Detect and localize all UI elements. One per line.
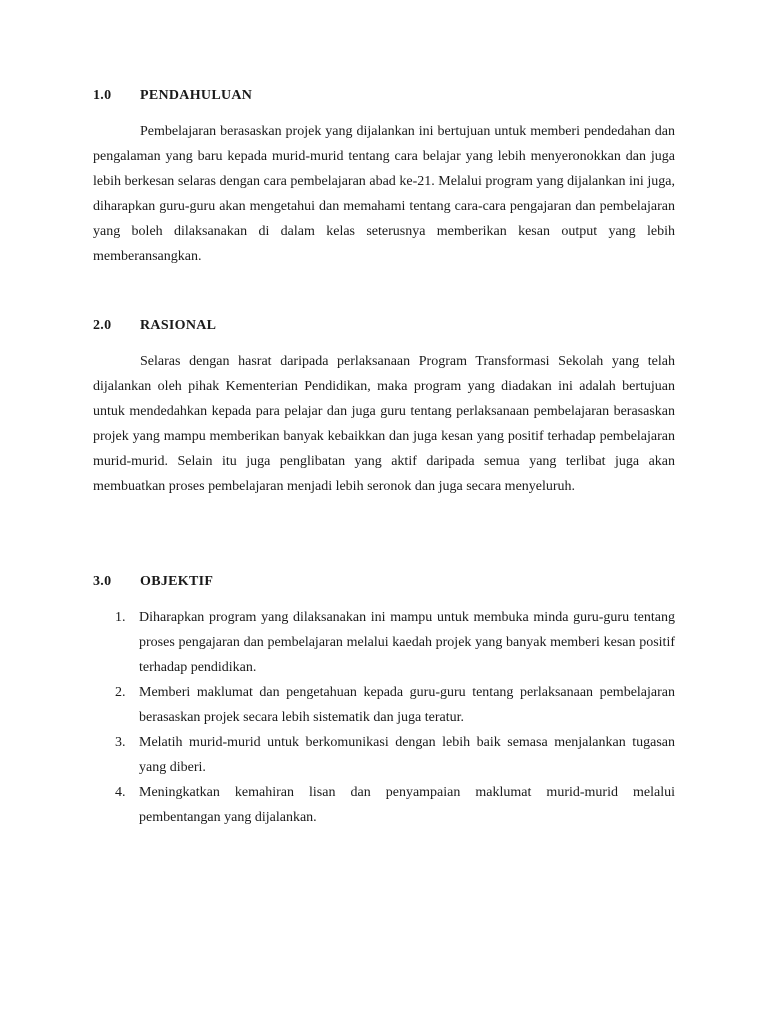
list-marker: 4. [115, 785, 126, 800]
section-heading-rasional [93, 318, 216, 334]
list-item [93, 780, 675, 830]
objective-list [93, 605, 675, 830]
list-marker: 3. [115, 735, 126, 750]
section-title: OBJEKTIF [140, 574, 214, 589]
list-item-text: Diharapkan program yang dilaksanakan ini mampu untuk membuka minda guru-guru tentang proses pengajaran dan pembelajaran melalui kaedah projek yang banyak memberi kesan positif terhadap pendidikan. [139, 610, 675, 675]
list-item [93, 605, 675, 680]
list-item [93, 730, 675, 780]
list-marker: 1. [115, 610, 126, 625]
list-item-text: Memberi maklumat dan pengetahuan kepada guru-guru tentang perlaksanaan pembelajaran berasaskan projek secara lebih sistematik dan juga teratur. [139, 685, 675, 725]
section-title: PENDAHULUAN [140, 88, 253, 103]
section-number: 1.0 [93, 88, 112, 103]
section-paragraph-pendahuluan: Pembelajaran berasaskan projek yang dijalankan ini bertujuan untuk memberi pendedahan dan pengalaman yang baru kepada murid-murid tentang cara belajar yang lebih menyeronokkan dan juga lebih berkesan selaras dengan cara pembelajaran abad ke-21. Melalui program yang dijalankan ini juga, diharapkan guru-guru akan mengetahui dan memahami tentang cara-cara pengajaran dan pembelajaran yang boleh dilaksanakan di dalam kelas seterusnya memberikan kesan output yang lebih memberansangkan. [93, 124, 675, 264]
list-item-text: Meningkatkan kemahiran lisan dan penyampaian maklumat murid-murid melalui pembentangan yang dijalankan. [139, 785, 675, 825]
section-paragraph-rasional: Selaras dengan hasrat daripada perlaksanaan Program Transformasi Sekolah yang telah dijalankan oleh pihak Kementerian Pendidikan, maka program yang diadakan ini adalah bertujuan untuk mendedahkan kepada para pelajar dan juga guru tentang perlaksanaan pembelajaran berasaskan projek yang mampu memberikan banyak kebaikkan dan juga kesan yang positif terhadap pembelajaran murid-murid. Selain itu juga penglibatan yang aktif daripada semua yang terlibat juga akan membuatkan proses pembelajaran menjadi lebih seronok dan juga secara menyeluruh. [93, 354, 675, 494]
list-marker: 2. [115, 685, 126, 700]
list-item [93, 680, 675, 730]
section-number: 2.0 [93, 318, 112, 333]
section-number: 3.0 [93, 574, 112, 589]
list-item-text: Melatih murid-murid untuk berkomunikasi dengan lebih baik semasa menjalankan tugasan yang diberi. [139, 735, 675, 775]
section-heading-pendahuluan [93, 88, 252, 104]
section-title: RASIONAL [140, 318, 217, 333]
section-heading-objektif [93, 574, 213, 590]
